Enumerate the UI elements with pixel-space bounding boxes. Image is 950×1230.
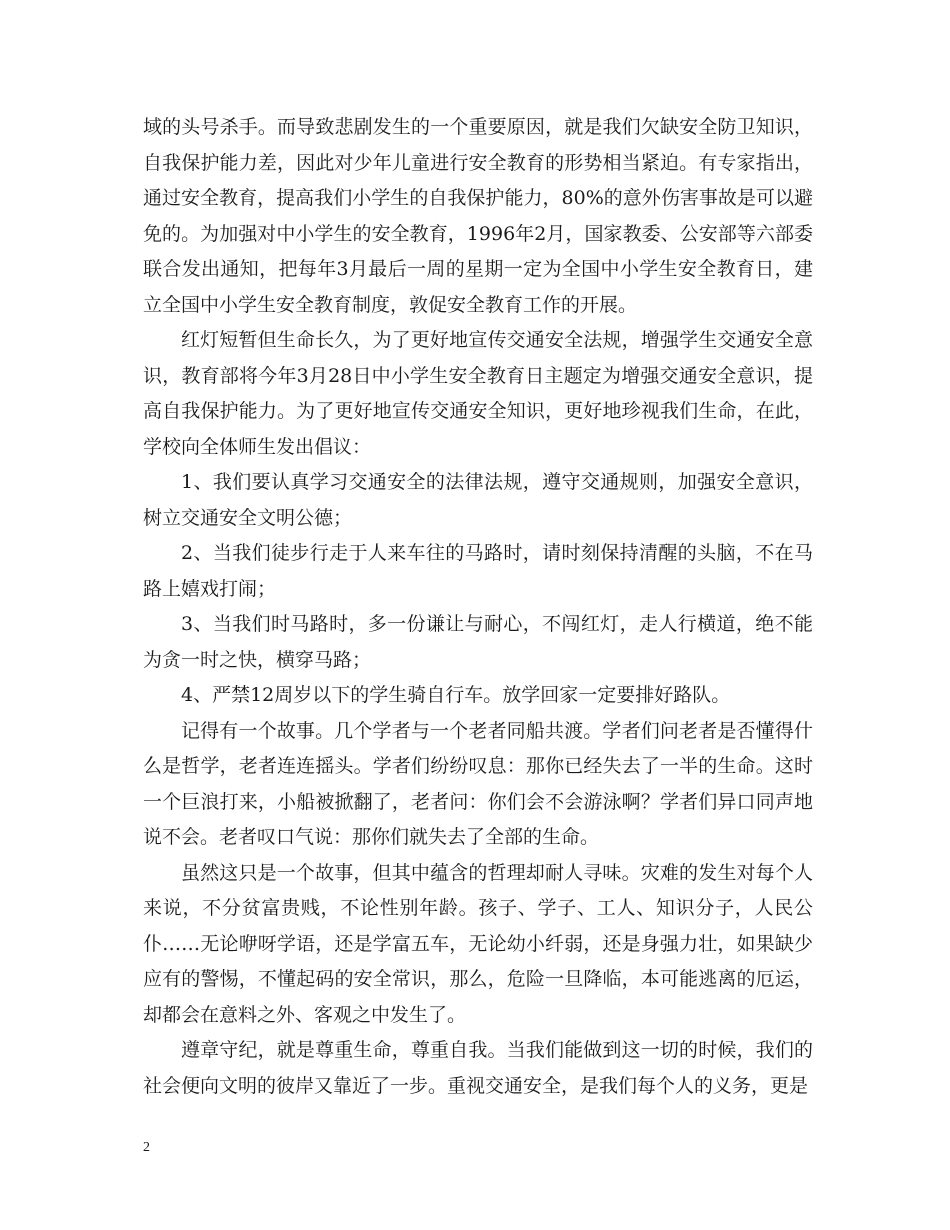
paragraph-continued: 域的头号杀手。而导致悲剧发生的一个重要原因，就是我们欠缺安全防卫知识，自我保护能力差，因此对少年儿童进行安全教育的形势相当紧迫。有专家指出，通过安全教育，提高我们小学生的自我保护能力，80%的意外伤害事故是可以避免的。为加强对中小学生的安全教育，1996年2月，国家教委、公安部等六部委联合发出通知，把每年3月最后一周的星期一定为全国中小学生安全教育日，建立全国中小学生安全教育制度，敦促安全教育工作的开展。 xyxy=(143,116,813,316)
list-item-3: 3、当我们时马路时，多一份谦让与耐心，不闯红灯，走人行横道，绝不能为贪一时之快，横穿马路； xyxy=(143,613,813,671)
paragraph-conclusion: 遵章守纪，就是尊重生命，尊重自我。当我们能做到这一切的时候，我们的社会便向文明的彼岸又靠近了一步。重视交通安全，是我们每个人的义务，更是 xyxy=(143,1039,813,1097)
list-item-2: 2、当我们徒步行走于人来车往的马路时，请时刻保持清醒的头脑，不在马路上嬉戏打闹； xyxy=(143,542,813,600)
document-body xyxy=(143,110,813,1104)
page-number: 2 xyxy=(143,1140,150,1155)
list-item-4: 4、严禁12周岁以下的学生骑自行车。放学回家一定要排好路队。 xyxy=(181,684,731,706)
paragraph-reflection: 虽然这只是一个故事，但其中蕴含的哲理却耐人寻味。灾难的发生对每个人来说，不分贫富贵贱，不论性别年龄。孩子、学子、工人、知识分子，人民公仆……无论咿呀学语，还是学富五车，无论幼小纤弱，还是身强力壮，如果缺少应有的警惕，不懂起码的安全常识，那么，危险一旦降临，本可能逃离的厄运，却都会在意料之外、客观之中发生了。 xyxy=(143,861,813,1026)
list-item-1: 1、我们要认真学习交通安全的法律法规，遵守交通规则，加强安全意识，树立交通安全文明公德； xyxy=(143,471,813,529)
paragraph-story: 记得有一个故事。几个学者与一个老者同船共渡。学者们问老者是否懂得什么是哲学，老者连连摇头。学者们纷纷叹息：那你已经失去了一半的生命。这时一个巨浪打来，小船被掀翻了，老者问：你们会不会游泳啊？学者们异口同声地说不会。老者叹口气说：那你们就失去了全部的生命。 xyxy=(143,719,813,848)
paragraph-initiative-intro: 红灯短暂但生命长久，为了更好地宣传交通安全法规，增强学生交通安全意识，教育部将今年3月28日中小学生安全教育日主题定为增强交通安全意识，提高自我保护能力。为了更好地宣传交通安全知识，更好地珍视我们生命，在此，学校向全体师生发出倡议： xyxy=(143,329,813,458)
